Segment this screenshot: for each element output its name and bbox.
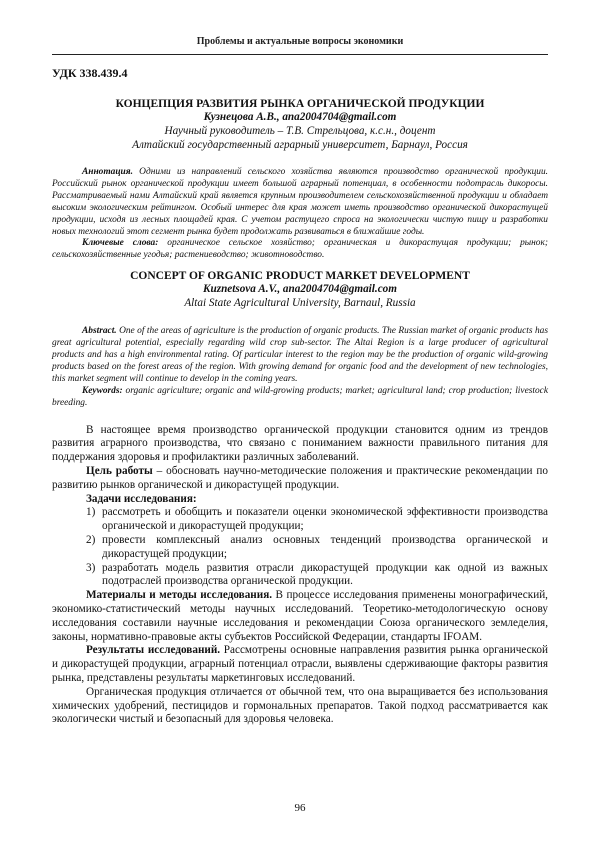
en-keywords bbox=[52, 386, 548, 410]
ru-title: КОНЦЕПЦИЯ РАЗВИТИЯ РЫНКА ОРГАНИЧЕСКОЙ ПРОДУКЦИИ bbox=[115, 98, 485, 110]
final-paragraph: Органическая продукция отличается от обычной тем, что она выращивается без использования химических удобрений, пестицидов и гормональных препаратов. Такой подход рассматривается как экологически чистый и безопасный для здоровья человека. bbox=[52, 685, 548, 726]
goal-lead: Цель работы bbox=[86, 464, 153, 477]
en-keywords-lead: Keywords: bbox=[82, 385, 123, 396]
task-number: 3) bbox=[86, 561, 96, 574]
ru-abstract-text: Одними из направлений сельского хозяйства являются производство органической продукции. Российский рынок органической продукции имеет большой аграрный потенциал, в особенности подотрасль дикоросы. Рассматриваемый нами Алтайский край является крупным производителем сельскохозяйственной продукции и обладает высоким экологическим рейтингом. Особый интерес для края может иметь производство органической дикорастущей продукции, исходя из лесных площадей края. С учетом растущего спроса на экологически чистую пищу и разработки новых технологий этот сегмент рынка будет продолжать развиваться в ближайшие годы. bbox=[52, 167, 548, 237]
tasks-heading: Задачи исследования: bbox=[86, 492, 197, 505]
ru-abstract bbox=[52, 167, 548, 238]
page-number: 96 bbox=[294, 802, 306, 814]
intro-paragraph: В настоящее время производство органической продукции становится одним из трендов развития аграрного производства, что связано с пониманием важности правильного питания для поддержания здоровья и профилактики различных заболеваний. bbox=[52, 423, 548, 464]
results-lead: Результаты исследований. bbox=[86, 644, 221, 657]
ru-keywords bbox=[52, 238, 548, 262]
running-header: Проблемы и актуальные вопросы экономики bbox=[196, 36, 404, 47]
task-text: провести комплексный анализ основных тенденций производства органической и дикорастущей продукции; bbox=[102, 533, 548, 560]
en-abstract-lead: Abstract. bbox=[82, 326, 117, 337]
methods-lead: Материалы и методы исследования. bbox=[86, 589, 273, 602]
en-abstract-text: One of the areas of agriculture is the production of organic products. The Russian market of organic products has great agricultural potential, especially regarding wild crop sub-sector. The Altai Region is a large producer of agricultural products and has a high environmental rating. Of particular interest to the region may be the production of organic wild-growing products based on the forest areas of the region. With growing demand for organic food and the development of new technologies, this market segment will continue to develop in the coming years. bbox=[52, 326, 548, 384]
en-author: Kuznetsova A.V., ana2004704@gmail.com bbox=[203, 283, 397, 296]
task-text: разработать модель развития отрасли дикорастущей продукции как одной из важных подотраслей производства органической продукции. bbox=[102, 561, 548, 588]
task-item bbox=[52, 534, 548, 562]
udk-code: УДК 338.439.4 bbox=[52, 66, 128, 80]
task-number: 1) bbox=[86, 506, 96, 519]
en-abstract bbox=[52, 326, 548, 386]
methods-text: В процессе исследования применены монографический, экономико-статистический методы научных исследований. Теоретико-методологическую основу исследования составили научные исследования и рекомендации Союза органического земледелия, законы, нормативно-правовые акты субъектов Российской Федерации, стандарты IFOAM. bbox=[52, 589, 548, 643]
ru-advisor: Научный руководитель – Т.В. Стрельцова, к.с.н., доцент bbox=[164, 125, 436, 137]
task-number: 2) bbox=[86, 533, 96, 546]
en-keywords-text: organic agriculture; organic and wild-growing products; market; agricultural land; crop production; livestock breeding. bbox=[52, 385, 548, 408]
task-item bbox=[52, 506, 548, 534]
en-title: CONCEPT OF ORGANIC PRODUCT MARKET DEVELOPMENT bbox=[130, 270, 470, 283]
goal-paragraph bbox=[52, 465, 548, 493]
results-text: Рассмотрены основные направления развития рынка органической и дикорастущей продукции, аграрный потенциал отрасли, выявлены сдерживающие факторы развития рынка, представлены результаты маркетинговых исследований. bbox=[52, 644, 548, 684]
article-content bbox=[52, 66, 548, 727]
tasks-list bbox=[52, 506, 548, 589]
task-item bbox=[52, 562, 548, 590]
ru-keywords-lead: Ключевые слова: bbox=[82, 238, 159, 249]
task-text: рассмотреть и обобщить и показатели оценки экономической эффективности производства органической и дикорастущей продукции; bbox=[102, 506, 548, 533]
ru-affiliation: Алтайский государственный аграрный университет, Барнаул, Россия bbox=[132, 139, 468, 151]
ru-author: Кузнецова А.В., ana2004704@gmail.com bbox=[203, 111, 397, 123]
goal-text: – обосновать научно-методические положения и практические рекомендации по развитию рынков органической и дикорастущей продукции. bbox=[52, 464, 548, 491]
article-body bbox=[52, 424, 548, 728]
en-affiliation: Altai State Agricultural University, Barnaul, Russia bbox=[184, 297, 416, 310]
ru-abstract-lead: Аннотация. bbox=[82, 167, 133, 177]
methods-paragraph bbox=[52, 589, 548, 644]
ru-keywords-text: органическое сельское хозяйство; органическая и дикорастущая продукции; рынок; сельскохозяйственные угодья; растениеводство; животноводство. bbox=[52, 238, 548, 261]
header-rule bbox=[52, 54, 548, 55]
results-paragraph bbox=[52, 644, 548, 685]
